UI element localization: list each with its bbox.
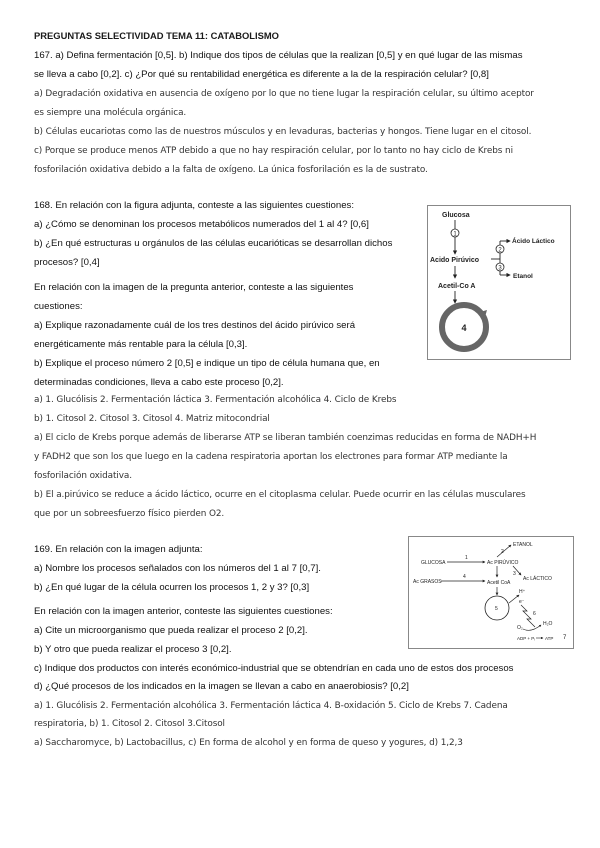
- fig169-step-5: 5: [495, 606, 498, 612]
- fig168-etanol-label: Etanol: [513, 273, 533, 280]
- fig169-arrow-2: [497, 545, 511, 557]
- q168-figure: [427, 205, 571, 360]
- q167-answer-line: es siempre una molécula orgánica.: [34, 108, 187, 118]
- fig168-glucosa-label: Glucosa: [442, 212, 470, 219]
- fig169-step-1: 1: [465, 555, 468, 561]
- q167-line: 167. a) Defina fermentación [0,5]. b) Indique dos tipos de células que la realizan [0,5] y en qué lugar de las mismas: [34, 50, 523, 61]
- q169-line: En relación con la imagen anterior, conteste las siguientes cuestiones:: [34, 606, 333, 617]
- q168-line: procesos? [0,4]: [34, 257, 100, 268]
- fig169-step-2: 2: [501, 549, 504, 555]
- q169-figure-diagram: [409, 537, 573, 648]
- q169-figure: [408, 536, 574, 649]
- fig169-h-label: H⁺: [519, 589, 526, 595]
- q168-answer-line: fosforilación oxidativa.: [34, 471, 132, 481]
- q168-answer-line: a) 1. Glucólisis 2. Fermentación láctica 3. Fermentación alcohólica 4. Ciclo de Krebs: [34, 395, 397, 405]
- q169-line: b) ¿En qué lugar de la célula ocurren los procesos 1, 2 y 3? [0,3]: [34, 582, 310, 593]
- q169-line: d) ¿Qué procesos de los indicados en la imagen se llevan a cabo en anaerobiosis? [0,2]: [34, 681, 409, 692]
- q169-answer-line: a) 1. Glucólisis 2. Fermentación alcohólica 3. Fermentación láctica 4. B-oxidación 5. Ciclo de Krebs 7. Cadena: [34, 701, 508, 711]
- q168-line: 168. En relación con la figura adjunta, conteste a las siguientes cuestiones:: [34, 200, 354, 211]
- q169-line: c) Indique dos productos con interés económico-industrial que se obtendrían en cada uno de estos dos procesos: [34, 663, 514, 674]
- q167-line: se lleva a cabo [0,2]. c) ¿Por qué su rentabilidad energética es diferente a la de la respiración celular? [0,8]: [34, 69, 489, 80]
- fig169-adp-label: ADP + Pᵢ: [517, 636, 536, 641]
- q168-answer-line: b) El a.pirúvico se reduce a ácido láctico, ocurre en el citoplasma celular. Puede ocurrir en las células musculares: [34, 490, 526, 500]
- q169-line: a) Cite un microorganismo que pueda realizar el proceso 2 [0,2].: [34, 625, 308, 636]
- fig169-step-7: 7: [563, 635, 567, 641]
- q168-answer-line: b) 1. Citosol 2. Citosol 3. Citosol 4. Matriz mitocondrial: [34, 414, 270, 424]
- q167-answer-line: c) Porque se produce menos ATP debido a que no hay respiración celular, por lo tanto no hay ciclo de Krebs ni: [34, 146, 513, 156]
- q167-answer-line: a) Degradación oxidativa en ausencia de oxígeno por lo que no tiene lugar la respiración celular, su último aceptor: [34, 89, 534, 99]
- q168-answer-line: a) El ciclo de Krebs porque además de liberarse ATP se liberan también coenzimas reducidas en forma de NADH+H: [34, 433, 537, 443]
- fig169-atp-label: ATP: [545, 636, 554, 641]
- fig168-step-3: 3: [498, 265, 502, 272]
- fig169-ac-grasos-label: Ac GRASOS: [413, 579, 442, 585]
- fig169-o2-label: O₂: [517, 625, 523, 631]
- fig169-step-4: 4: [463, 574, 466, 580]
- q169-answer-line: respiratoria, b) 1. Citosol 2. Citosol 3.Citosol: [34, 719, 225, 729]
- q168-answer-line: y FADH2 que son los que luego en la cadena respiratoria aportan los electrones para formar ATP mediante la: [34, 452, 508, 462]
- q169-line: a) Nombre los procesos señalados con los números del 1 al 7 [0,7].: [34, 563, 321, 574]
- q169-line: 169. En relación con la imagen adjunta:: [34, 544, 203, 555]
- fig169-acetil-coa-label: Acetil CoA: [487, 580, 511, 586]
- q168-line: a) ¿Cómo se denominan los procesos metabólicos numerados del 1 al 4? [0,6]: [34, 219, 369, 230]
- q169-line: b) Y otro que pueda realizar el proceso 3 [0,2].: [34, 644, 232, 655]
- fig168-acido-lactico-label: Ácido Láctico: [512, 238, 555, 245]
- q168-line: b) ¿En qué estructuras u orgánulos de las células eucarióticas se desarrollan dichos: [34, 238, 393, 249]
- q168-line: energéticamente más rentable para la célula [0,3].: [34, 339, 248, 350]
- fig168-step-1: 1: [453, 231, 457, 238]
- document-title: PREGUNTAS SELECTIVIDAD TEMA 11: CATABOLISMO: [34, 30, 279, 41]
- fig169-step-6: 6: [533, 611, 536, 617]
- fig168-step-4: 4: [461, 323, 467, 333]
- q168-line: a) Explique razonadamente cuál de los tres destinos del ácido pirúvico será: [34, 320, 356, 331]
- q168-answer-line: que por un sobreesfuerzo físico pierden O2.: [34, 509, 225, 519]
- fig169-h2o-label: H₂O: [543, 621, 553, 627]
- fig169-arrow-o2-h2o: [523, 625, 541, 630]
- q168-line: determinadas condiciones, lleva a cabo este proceso [0,2].: [34, 377, 284, 388]
- q169-answer-line: a) Saccharomyce, b) Lactobacillus, c) En forma de alcohol y en forma de queso y yogures, d) 1,2,3: [34, 738, 463, 748]
- fig169-glucosa-label: GLUCOSA: [421, 560, 446, 566]
- fig169-ac-lactico-label: Ac LÁCTICO: [523, 576, 552, 582]
- q168-figure-diagram: [428, 206, 570, 359]
- fig168-step-2: 2: [498, 247, 502, 254]
- q167-answer-line: b) Células eucariotas como las de nuestros músculos y en levaduras, bacterias y hongos. Tiene lugar en el citosol.: [34, 127, 532, 137]
- fig169-etanol-label: ETANOL: [513, 542, 533, 548]
- fig168-acido-piruvico-label: Acido Pirúvico: [430, 257, 480, 264]
- fig169-arrow-h: [509, 595, 519, 603]
- q168-line: b) Explique el proceso número 2 [0,5] e indique un tipo de célula humana que, en: [34, 358, 380, 369]
- fig168-acetil-coa-label: Acetil-Co A: [438, 283, 476, 290]
- fig169-step-3: 3: [513, 571, 516, 577]
- fig169-ac-piruvico-label: Ac PIRÚVICO: [487, 560, 519, 566]
- q168-line: En relación con la imagen de la pregunta anterior, conteste a las siguientes: [34, 282, 354, 293]
- fig169-e-label: e⁻: [519, 599, 525, 605]
- q167-answer-line: fosforilación oxidativa debido a la falta de oxígeno. La única fosforilación es la de sustrato.: [34, 165, 428, 175]
- q168-line: cuestiones:: [34, 301, 83, 312]
